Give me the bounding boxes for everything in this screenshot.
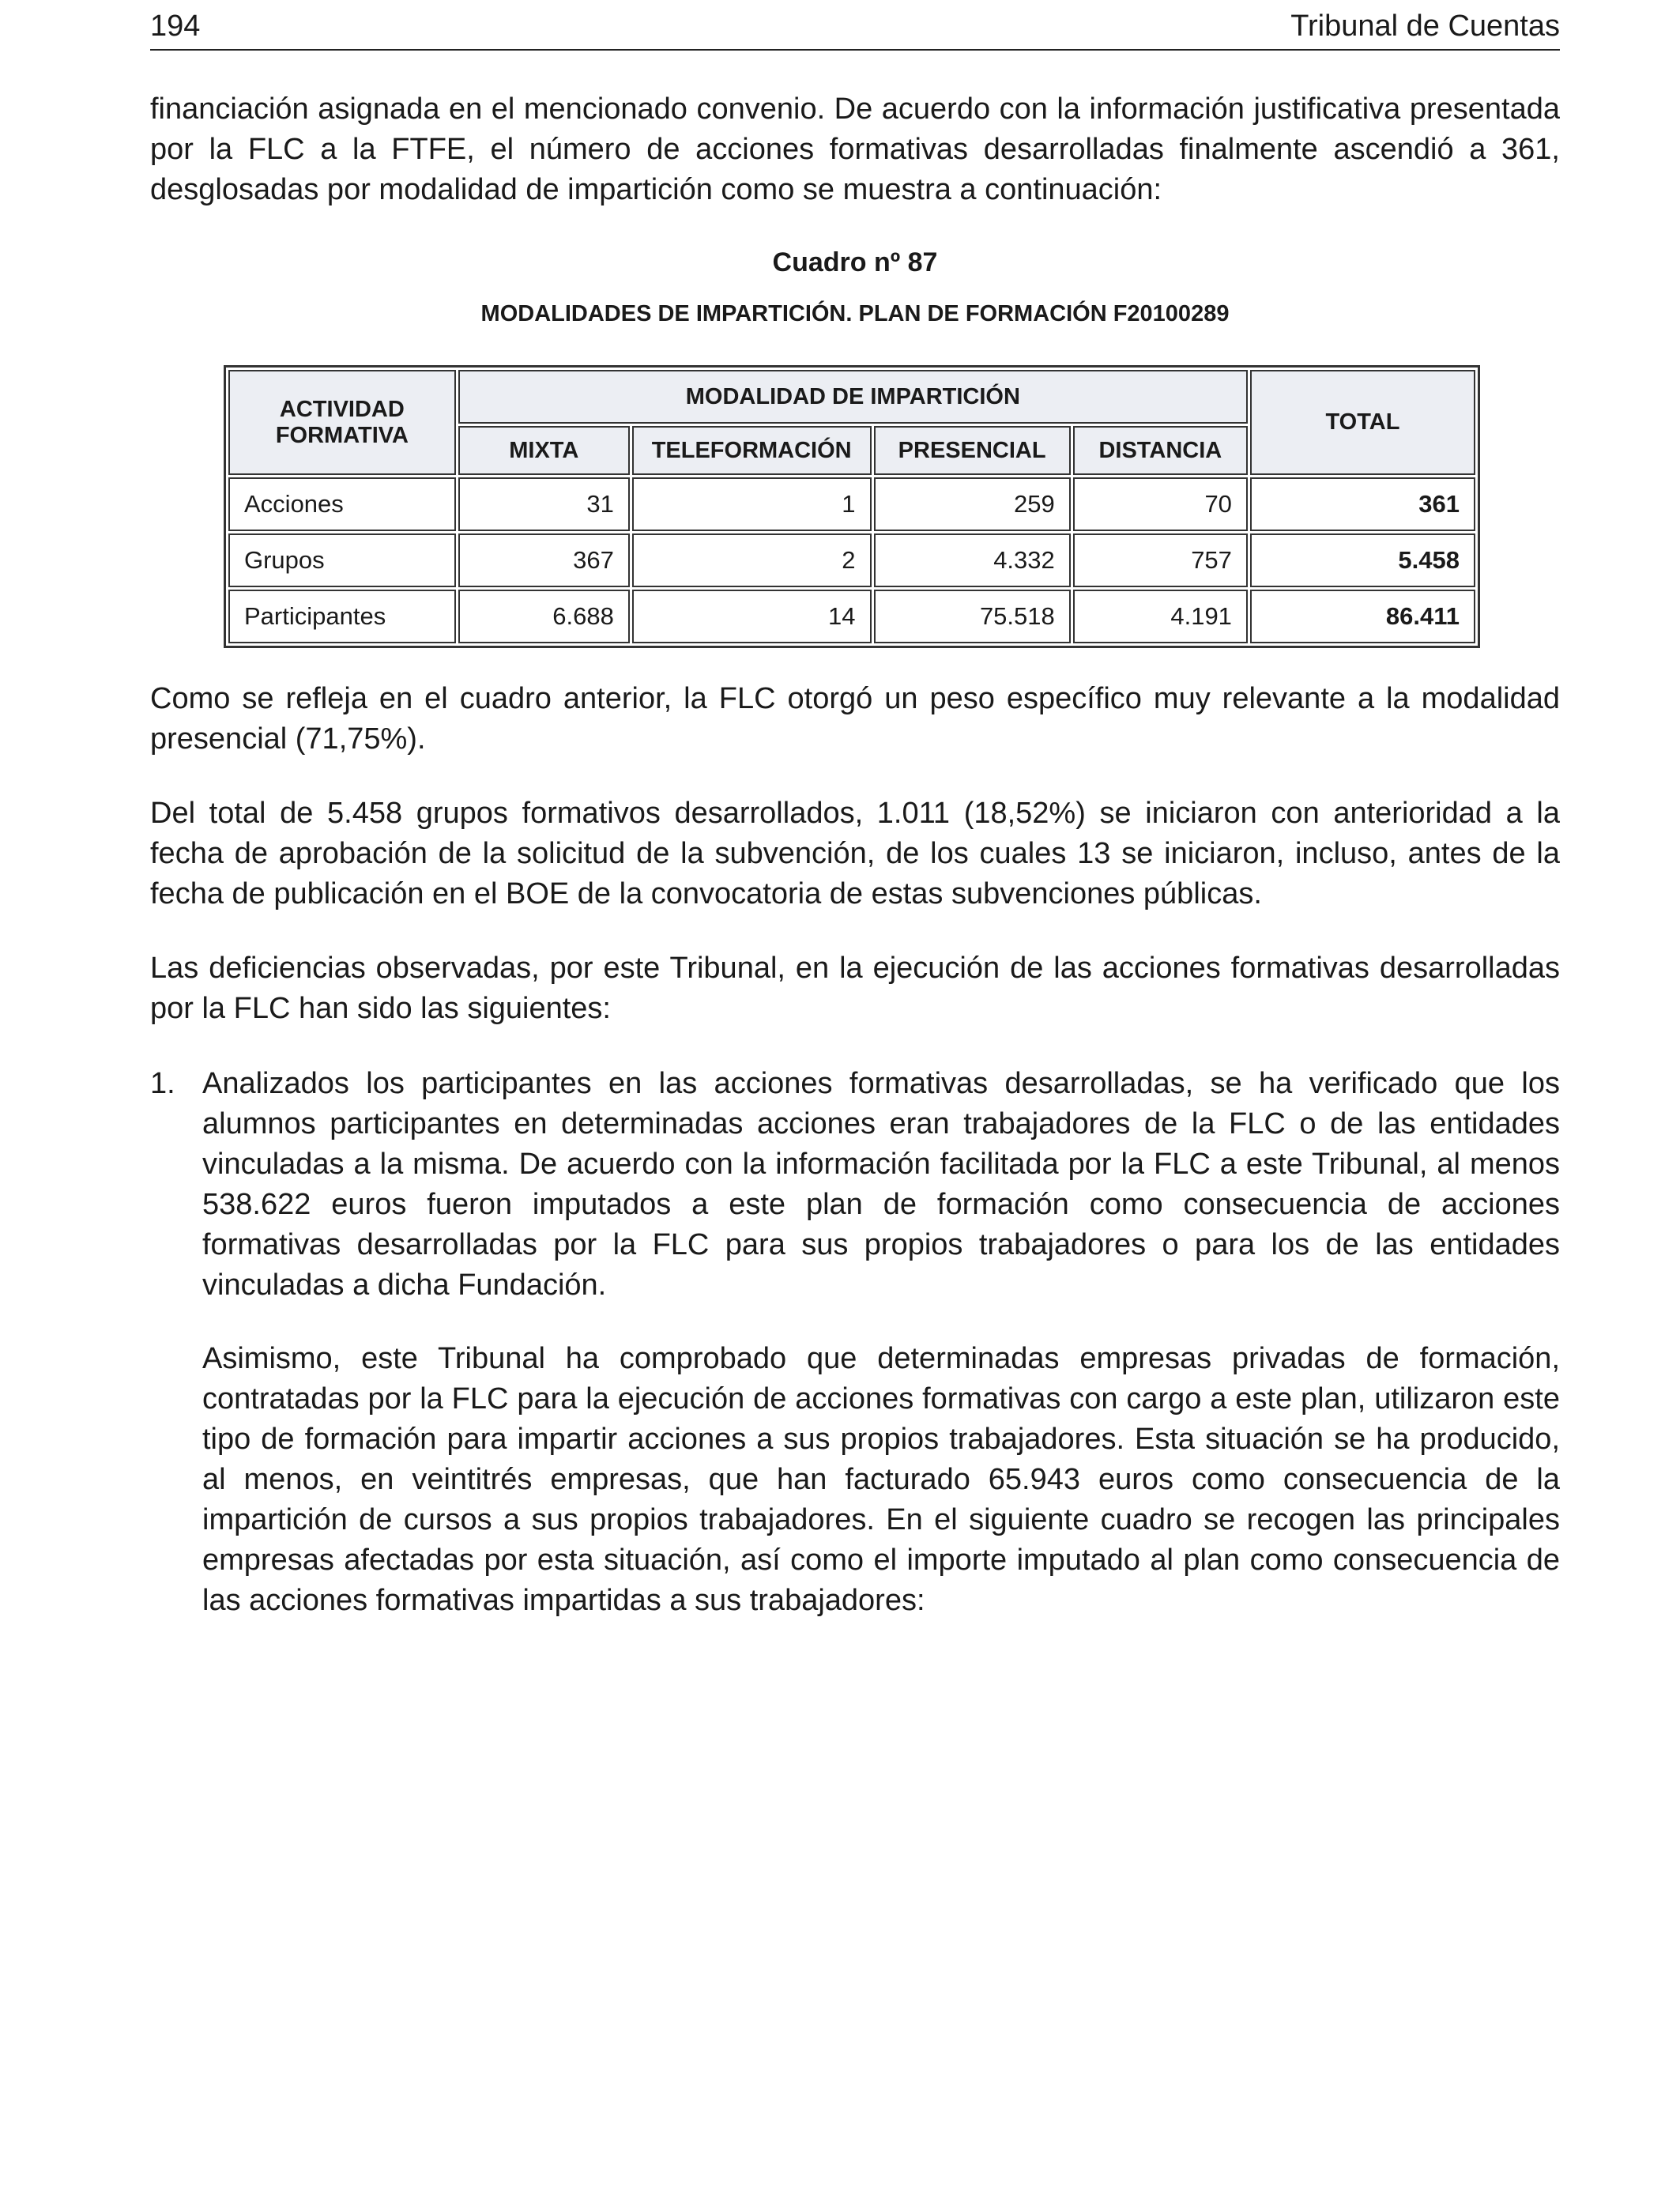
list-item-text: Analizados los participantes en las acciones formativas desarrolladas, se ha verificado que los alumnos participantes en determinadas acciones eran trabajadores de la FLC o de las entidades vinculadas a la misma. De acuerdo con la información facilitada por la FLC a este Tribunal, al menos 538.622 euros fueron imputados a este plan de formación como consecuencia de acciones formativas desarrolladas por la FLC para sus propios trabajadores o para los de las entidades vinculadas a dicha Fundación.: [202, 1067, 1560, 1302]
cell-teleformacion: 1: [632, 477, 872, 531]
column-header-modality-group: MODALIDAD DE IMPARTICIÓN: [458, 370, 1248, 424]
list-item-continuation: Asimismo, este Tribunal ha comprobado que determinadas empresas privadas de formación, contratadas por la FLC para la ejecución de acciones formativas con cargo a este plan, utilizaron este tipo de formación para impartir acciones a sus propios trabajadores. Esta situación se ha producido, al menos, en veintitrés empresas, que han facturado 65.943 euros como consecuencia de la impartición de cursos a sus propios trabajadores. En el siguiente cuadro se recogen las principales empresas afectadas por esta situación, así como el importe imputado al plan como consecuencia de las acciones formativas impartidas a sus trabajadores:: [202, 1342, 1560, 1617]
row-label: Grupos: [228, 533, 456, 587]
list-marker: 1.: [150, 1067, 175, 1100]
table-row: [228, 533, 1475, 587]
cell-presencial: 75.518: [874, 590, 1071, 643]
paragraph-groups-started: Del total de 5.458 grupos formativos desarrollados, 1.011 (18,52%) se iniciaron con anterioridad a la fecha de aprobación de la solicitud de la subvención, de los cuales 13 se iniciaron, incluso, antes de la fecha de publicación en el BOE de la convocatoria de estas subvenciones públicas.: [150, 797, 1560, 910]
table-row: [228, 477, 1475, 531]
paragraph-presencial-weight: Como se refleja en el cuadro anterior, la FLC otorgó un peso específico muy relevante a la modalidad presencial (71,75%).: [150, 682, 1560, 756]
table-header-row: [228, 370, 1475, 424]
table-caption-title: Cuadro nº 87: [772, 247, 938, 277]
cell-distancia: 70: [1073, 477, 1248, 531]
column-header-distancia: DISTANCIA: [1073, 426, 1248, 475]
cell-distancia: 757: [1073, 533, 1248, 587]
cell-mixta: 367: [458, 533, 630, 587]
table-caption-subtitle: MODALIDADES DE IMPARTICIÓN. PLAN DE FORMACIÓN F20100289: [480, 301, 1230, 326]
cell-presencial: 4.332: [874, 533, 1071, 587]
cell-mixta: 6.688: [458, 590, 630, 643]
paragraph-deficiencies-intro: Las deficiencias observadas, por este Tribunal, en la ejecución de las acciones formativas desarrolladas por la FLC han sido las siguientes:: [150, 952, 1560, 1025]
cell-total: 5.458: [1250, 533, 1475, 587]
modalities-table: [224, 365, 1480, 648]
intro-paragraph: financiación asignada en el mencionado convenio. De acuerdo con la información justificativa presentada por la FLC a la FTFE, el número de acciones formativas desarrolladas finalmente ascendió a 361, desglosadas por modalidad de impartición como se muestra a continuación:: [150, 92, 1560, 206]
column-header-teleformacion: TELEFORMACIÓN: [632, 426, 872, 475]
page-header: [150, 9, 1560, 51]
cell-presencial: 259: [874, 477, 1071, 531]
row-label: Participantes: [228, 590, 456, 643]
cell-distancia: 4.191: [1073, 590, 1248, 643]
cell-total: 361: [1250, 477, 1475, 531]
cell-mixta: 31: [458, 477, 630, 531]
row-label: Acciones: [228, 477, 456, 531]
table-row: [228, 590, 1475, 643]
cell-teleformacion: 2: [632, 533, 872, 587]
running-title: Tribunal de Cuentas: [1290, 9, 1560, 43]
column-header-presencial: PRESENCIAL: [874, 426, 1071, 475]
column-header-total: TOTAL: [1250, 370, 1475, 475]
cell-teleformacion: 14: [632, 590, 872, 643]
cell-total: 86.411: [1250, 590, 1475, 643]
column-header-mixta: MIXTA: [458, 426, 630, 475]
page-number: 194: [150, 9, 201, 43]
column-header-activity: ACTIVIDAD FORMATIVA: [228, 370, 456, 475]
